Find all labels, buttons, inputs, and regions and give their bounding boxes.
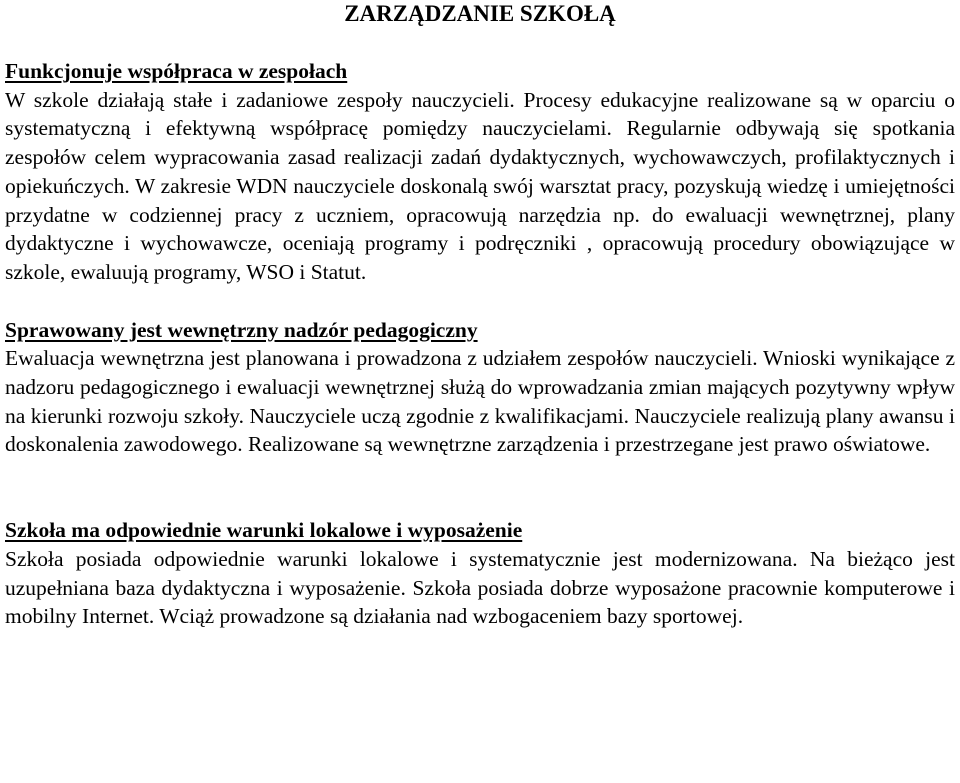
section-heading: Funkcjonuje współpraca w zespołach <box>5 59 348 83</box>
section-team-cooperation <box>5 57 955 287</box>
section-paragraph: Ewaluacja wewnętrzna jest planowana i prowadzona z udziałem zespołów nauczycieli. Wnioski wynikające z nadzoru pedagogicznego i ewaluacji wewnętrznej służą do wprowadzania zmian mających pozytywny wpływ na kierunki rozwoju szkoły. Nauczyciele uczą zgodnie z kwalifikacjami. Nauczyciele realizują plany awansu i doskonalenia zawodowego. Realizowane są wewnętrzne zarządzenia i przestrzegane jest prawo oświatowe. <box>5 346 955 457</box>
document-title: ZARZĄDZANIE SZKOŁĄ <box>344 1 616 26</box>
section-pedagogical-supervision <box>5 316 955 460</box>
section-heading: Szkoła ma odpowiednie warunki lokalowe i wyposażenie <box>5 518 523 543</box>
section-heading: Sprawowany jest wewnętrzny nadzór pedagogiczny <box>5 317 478 342</box>
document-page <box>5 0 955 631</box>
section-paragraph: W szkole działają stałe i zadaniowe zespoły nauczycieli. Procesy edukacyjne realizowane są w oparciu o systematyczną i efektywną współpracę pomiędzy nauczycielami. Regularnie odbywają się spotkania zespołów celem wypracowania zasad realizacji zadań dydaktycznych, wychowawczych, profilaktycznych i opiekuńczych. W zakresie WDN nauczyciele doskonalą swój warsztat pracy, pozyskują wiedzę i umiejętności przydatne w codziennej pracy z uczniem, opracowują narzędzia np. do ewaluacji wewnętrznej, plany dydaktyczne i wychowawcze, oceniają programy i podręczniki , opracowują procedury obowiązujące w szkole, ewaluują programy, WSO i Statut. <box>5 87 955 284</box>
section-facilities-equipment <box>5 516 955 631</box>
section-paragraph: Szkoła posiada odpowiednie warunki lokalowe i systematycznie jest modernizowana. Na bieżąco jest uzupełniana baza dydaktyczna i wyposażenie. Szkoła posiada dobrze wyposażone pracownie komputerowe i mobilny Internet. Wciąż prowadzone są działania nad wzbogaceniem bazy sportowej. <box>5 546 955 629</box>
